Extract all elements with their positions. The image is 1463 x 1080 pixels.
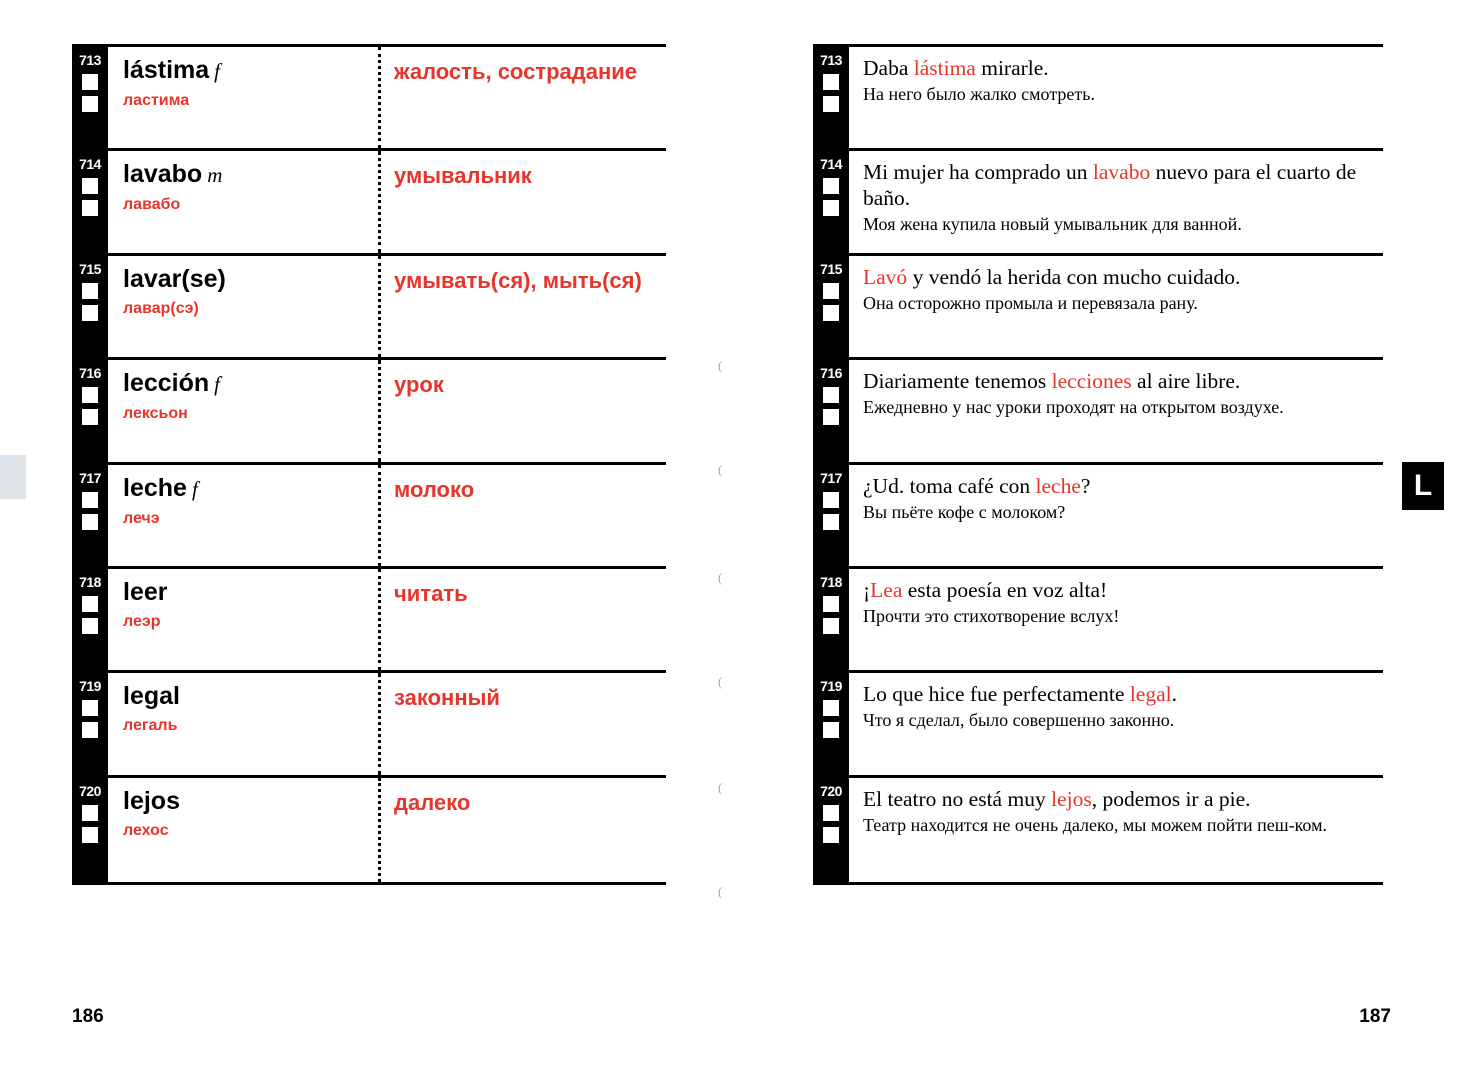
translation-cell (378, 360, 666, 461)
highlighted-word: leche (1035, 473, 1081, 498)
russian-translation: умывальник (394, 163, 532, 189)
spanish-word (123, 55, 378, 86)
checkbox[interactable] (82, 283, 98, 299)
transliteration: леэр (123, 612, 161, 630)
word-cell (108, 778, 378, 882)
entry-number: 715 (79, 260, 101, 277)
sentence-text: nuevo para el cuarto de baño. (863, 160, 1357, 211)
transliteration: легаль (123, 717, 178, 735)
letter-index-tab: L (1402, 462, 1444, 510)
sentence-row (813, 778, 1383, 882)
sentence-cell (849, 465, 1383, 566)
spanish-word (123, 368, 378, 399)
sentence-text: esta poesía en voz alta! (902, 577, 1108, 602)
russian-sentence: Что я сделал, было совершенно законно. (863, 710, 1175, 731)
spanish-word (123, 264, 378, 294)
word-cell (108, 360, 378, 461)
sentence-text: y vendó la herida con mucho cuidado. (907, 264, 1241, 289)
spanish-word-text: leer (123, 577, 168, 606)
spanish-word (123, 577, 378, 607)
transliteration: ластима (123, 92, 190, 109)
sentence-row (813, 569, 1383, 673)
vocab-row (72, 151, 666, 255)
entry-number-block (72, 465, 108, 566)
entry-number-block (72, 360, 108, 461)
russian-sentence: Она осторожно промыла и перевязала рану. (863, 292, 1198, 313)
dotted-divider (378, 465, 381, 566)
translation-cell (378, 465, 666, 566)
vocab-row (72, 256, 666, 360)
russian-sentence: Прочти это стихотворение вслух! (863, 605, 1120, 626)
checkbox[interactable] (823, 305, 839, 321)
word-cell (108, 151, 378, 252)
dotted-divider (378, 569, 381, 670)
sentence-cell (849, 360, 1383, 461)
translation-cell (378, 256, 666, 357)
spanish-word-text: leche (123, 473, 187, 502)
entry-number-block (813, 465, 849, 566)
checkbox[interactable] (823, 618, 839, 634)
entry-number: 718 (820, 573, 842, 590)
checkbox[interactable] (82, 305, 98, 321)
checkbox[interactable] (823, 827, 839, 843)
entry-number-block (813, 360, 849, 461)
spanish-sentence (863, 159, 1373, 211)
word-cell (108, 569, 378, 670)
entry-number-block (813, 569, 849, 670)
sentence-cell (849, 47, 1383, 148)
entry-number-block (72, 256, 108, 357)
dotted-divider (378, 673, 381, 774)
gender-marker: f (191, 476, 198, 501)
checkbox[interactable] (823, 200, 839, 216)
entry-number-block (72, 778, 108, 882)
russian-translation: далеко (394, 789, 471, 815)
margin-smudge (0, 455, 26, 499)
russian-translation: молоко (394, 476, 475, 502)
spanish-word (123, 473, 378, 504)
sentence-row (813, 673, 1383, 777)
spine-marks: ( ( ( ( ( ( (718, 358, 723, 899)
sentence-cell (849, 151, 1383, 252)
spanish-sentence (863, 368, 1373, 394)
checkbox[interactable] (82, 200, 98, 216)
translation-cell (378, 151, 666, 252)
checkbox[interactable] (82, 700, 98, 716)
entry-number: 717 (820, 469, 842, 486)
dotted-divider (378, 778, 381, 882)
dotted-divider (378, 256, 381, 357)
russian-translation: жалость, сострадание (394, 59, 638, 84)
entry-number: 718 (79, 573, 101, 590)
russian-sentence: Моя жена купила новый умывальник для ванной. (863, 214, 1242, 235)
vocab-row (72, 465, 666, 569)
checkbox[interactable] (823, 96, 839, 112)
checkbox[interactable] (82, 74, 98, 90)
transliteration: лавар(сэ) (123, 299, 199, 317)
sentence-text: al aire libre. (1131, 369, 1241, 394)
entry-number-block (813, 47, 849, 148)
russian-sentence: Ежедневно у нас уроки проходят на открытом воздухе. (863, 397, 1284, 418)
entry-number-block (72, 569, 108, 670)
spanish-word-text: lejos (123, 786, 180, 815)
entry-number: 720 (79, 782, 101, 799)
checkbox[interactable] (82, 618, 98, 634)
highlighted-word: Lea (870, 577, 903, 602)
russian-translation: урок (394, 372, 444, 398)
sentence-cell (849, 778, 1383, 882)
entry-number-block (813, 256, 849, 357)
russian-translation: законный (394, 685, 500, 711)
sentence-row (813, 360, 1383, 464)
highlighted-word: lavabo (1092, 160, 1151, 185)
dotted-divider (378, 151, 381, 252)
spanish-sentence (863, 55, 1373, 81)
sentence-row (813, 151, 1383, 255)
sentence-text: ¡ (863, 577, 871, 602)
checkbox[interactable] (823, 722, 839, 738)
checkbox[interactable] (823, 74, 839, 90)
entry-number: 713 (79, 52, 101, 68)
sentence-text: , podemos ir a pie. (1091, 786, 1251, 811)
sentence-text: Diariamente tenemos (863, 369, 1052, 394)
vocab-row (72, 673, 666, 777)
vocab-row (72, 778, 666, 882)
dotted-divider (378, 47, 381, 148)
page-number-left: 186 (72, 1006, 104, 1027)
checkbox[interactable] (82, 178, 98, 194)
transliteration: лечэ (123, 509, 160, 527)
dotted-divider (378, 360, 381, 461)
entry-number: 719 (820, 678, 842, 695)
checkbox[interactable] (823, 700, 839, 716)
checkbox[interactable] (823, 514, 839, 530)
spanish-sentence (863, 473, 1373, 499)
entry-number: 716 (79, 365, 101, 382)
vocab-row (72, 360, 666, 464)
checkbox[interactable] (82, 722, 98, 738)
entry-number: 714 (79, 156, 101, 173)
sentence-text: Daba (863, 56, 914, 80)
russian-sentence: На него было жалко смотреть. (863, 84, 1095, 104)
russian-sentence: Театр находится не очень далеко, мы можем пойти пеш-ком. (863, 814, 1327, 835)
page-number-right: 187 (1359, 1006, 1391, 1027)
word-cell (108, 256, 378, 357)
sentence-row (813, 47, 1383, 151)
entry-number-block (813, 151, 849, 252)
spanish-sentence (863, 681, 1373, 707)
checkbox[interactable] (82, 492, 98, 508)
entry-number-block (72, 151, 108, 252)
translation-cell (378, 569, 666, 670)
checkbox[interactable] (823, 387, 839, 403)
sentence-row (813, 256, 1383, 360)
highlighted-word: Lavó (863, 264, 908, 289)
transliteration: лавабо (123, 196, 181, 214)
vocab-row (72, 569, 666, 673)
sentence-cell (849, 673, 1383, 774)
highlighted-word: legal (1129, 682, 1172, 707)
translation-cell (378, 778, 666, 882)
checkbox[interactable] (823, 409, 839, 425)
checkbox[interactable] (82, 387, 98, 403)
checkbox[interactable] (823, 805, 839, 821)
highlighted-word: lecciones (1051, 369, 1132, 394)
checkbox[interactable] (82, 514, 98, 530)
checkbox[interactable] (823, 283, 839, 299)
spanish-word (123, 159, 378, 190)
spanish-word-text: lección (123, 369, 210, 398)
vocabulary-table (72, 44, 666, 885)
entry-number: 717 (79, 469, 101, 486)
word-cell (108, 47, 378, 148)
spanish-sentence (863, 577, 1373, 603)
entry-number-block (813, 778, 849, 882)
word-cell (108, 673, 378, 774)
entry-number: 715 (820, 260, 842, 277)
spanish-word (123, 681, 378, 711)
spanish-sentence (863, 786, 1373, 812)
vocab-row (72, 47, 666, 151)
gender-marker: m (207, 163, 223, 188)
checkbox[interactable] (823, 492, 839, 508)
right-page (735, 0, 1463, 1080)
entry-number-block (72, 673, 108, 774)
sentence-text: ¿Ud. toma café con (863, 473, 1036, 498)
sentence-cell (849, 256, 1383, 357)
entry-number-block (813, 673, 849, 774)
sentence-text: Mi mujer ha comprado un (863, 160, 1093, 185)
checkbox[interactable] (823, 178, 839, 194)
example-sentences-table (813, 44, 1383, 885)
spanish-word-text: lavar(se) (123, 264, 226, 293)
sentence-text: El teatro no está muy (863, 786, 1052, 811)
spanish-word (123, 786, 378, 816)
russian-translation: умывать(ся), мыть(ся) (394, 267, 642, 293)
translation-cell (378, 47, 666, 148)
entry-number: 714 (820, 156, 842, 173)
checkbox[interactable] (82, 409, 98, 425)
sentence-cell (849, 569, 1383, 670)
highlighted-word: lejos (1051, 786, 1092, 811)
word-cell (108, 465, 378, 566)
highlighted-word: lástima (913, 56, 976, 80)
russian-translation: читать (394, 580, 468, 606)
gender-marker: f (214, 59, 221, 83)
checkbox[interactable] (82, 805, 98, 821)
sentence-row (813, 465, 1383, 569)
spanish-word-text: legal (123, 682, 180, 711)
checkbox[interactable] (82, 827, 98, 843)
entry-number-block (72, 47, 108, 148)
sentence-text: . (1171, 682, 1177, 707)
transliteration: лехос (123, 821, 169, 839)
entry-number: 720 (820, 782, 842, 799)
checkbox[interactable] (82, 96, 98, 112)
sentence-text: ? (1080, 473, 1091, 498)
spanish-word-text: lavabo (123, 160, 203, 189)
gender-marker: f (214, 372, 220, 397)
entry-number: 716 (820, 365, 842, 382)
checkbox[interactable] (823, 596, 839, 612)
entry-number: 713 (820, 52, 842, 68)
transliteration: лексьон (123, 405, 188, 423)
translation-cell (378, 673, 666, 774)
spanish-word-text: lástima (123, 56, 210, 84)
checkbox[interactable] (82, 596, 98, 612)
sentence-text: Lo que hice fue perfectamente (863, 682, 1130, 707)
spanish-sentence (863, 264, 1373, 290)
entry-number: 719 (79, 678, 101, 695)
sentence-text: mirarle. (975, 56, 1049, 80)
russian-sentence: Вы пьёте кофе с молоком? (863, 501, 1066, 522)
